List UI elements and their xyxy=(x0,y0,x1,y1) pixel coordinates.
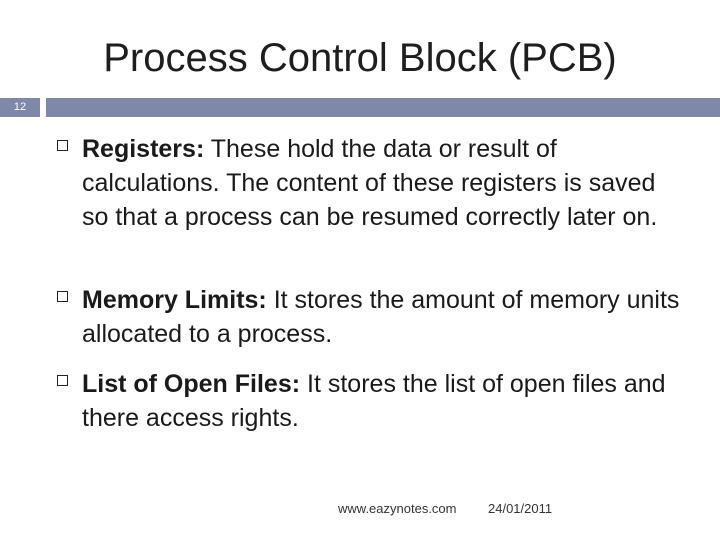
bullet-text xyxy=(82,283,682,351)
square-bullet-icon xyxy=(57,291,68,302)
bullet-description: It stores the list of open files and there access rights. xyxy=(82,370,666,432)
bullet-description: These hold the data or result of calculations. The content of these registers is saved so that a process can be resumed correctly later on. xyxy=(82,135,658,231)
bullet-term: Memory Limits: xyxy=(82,286,267,314)
title-rule-bar xyxy=(46,98,720,117)
bullet-term: List of Open Files: xyxy=(82,370,301,398)
bullet-text xyxy=(82,367,682,435)
slide-title: Process Control Block (PCB) xyxy=(103,36,617,80)
square-bullet-icon xyxy=(57,375,68,386)
bullet-term: Registers: xyxy=(82,135,205,163)
footer-date: 24/01/2011 xyxy=(488,501,553,516)
footer-website: www.eazynotes.com xyxy=(338,501,457,516)
bullet-description: It stores the amount of memory units allocated to a process. xyxy=(82,286,680,348)
bullet-text xyxy=(82,132,682,234)
slide-number: 12 xyxy=(13,101,27,113)
square-bullet-icon xyxy=(57,140,68,151)
